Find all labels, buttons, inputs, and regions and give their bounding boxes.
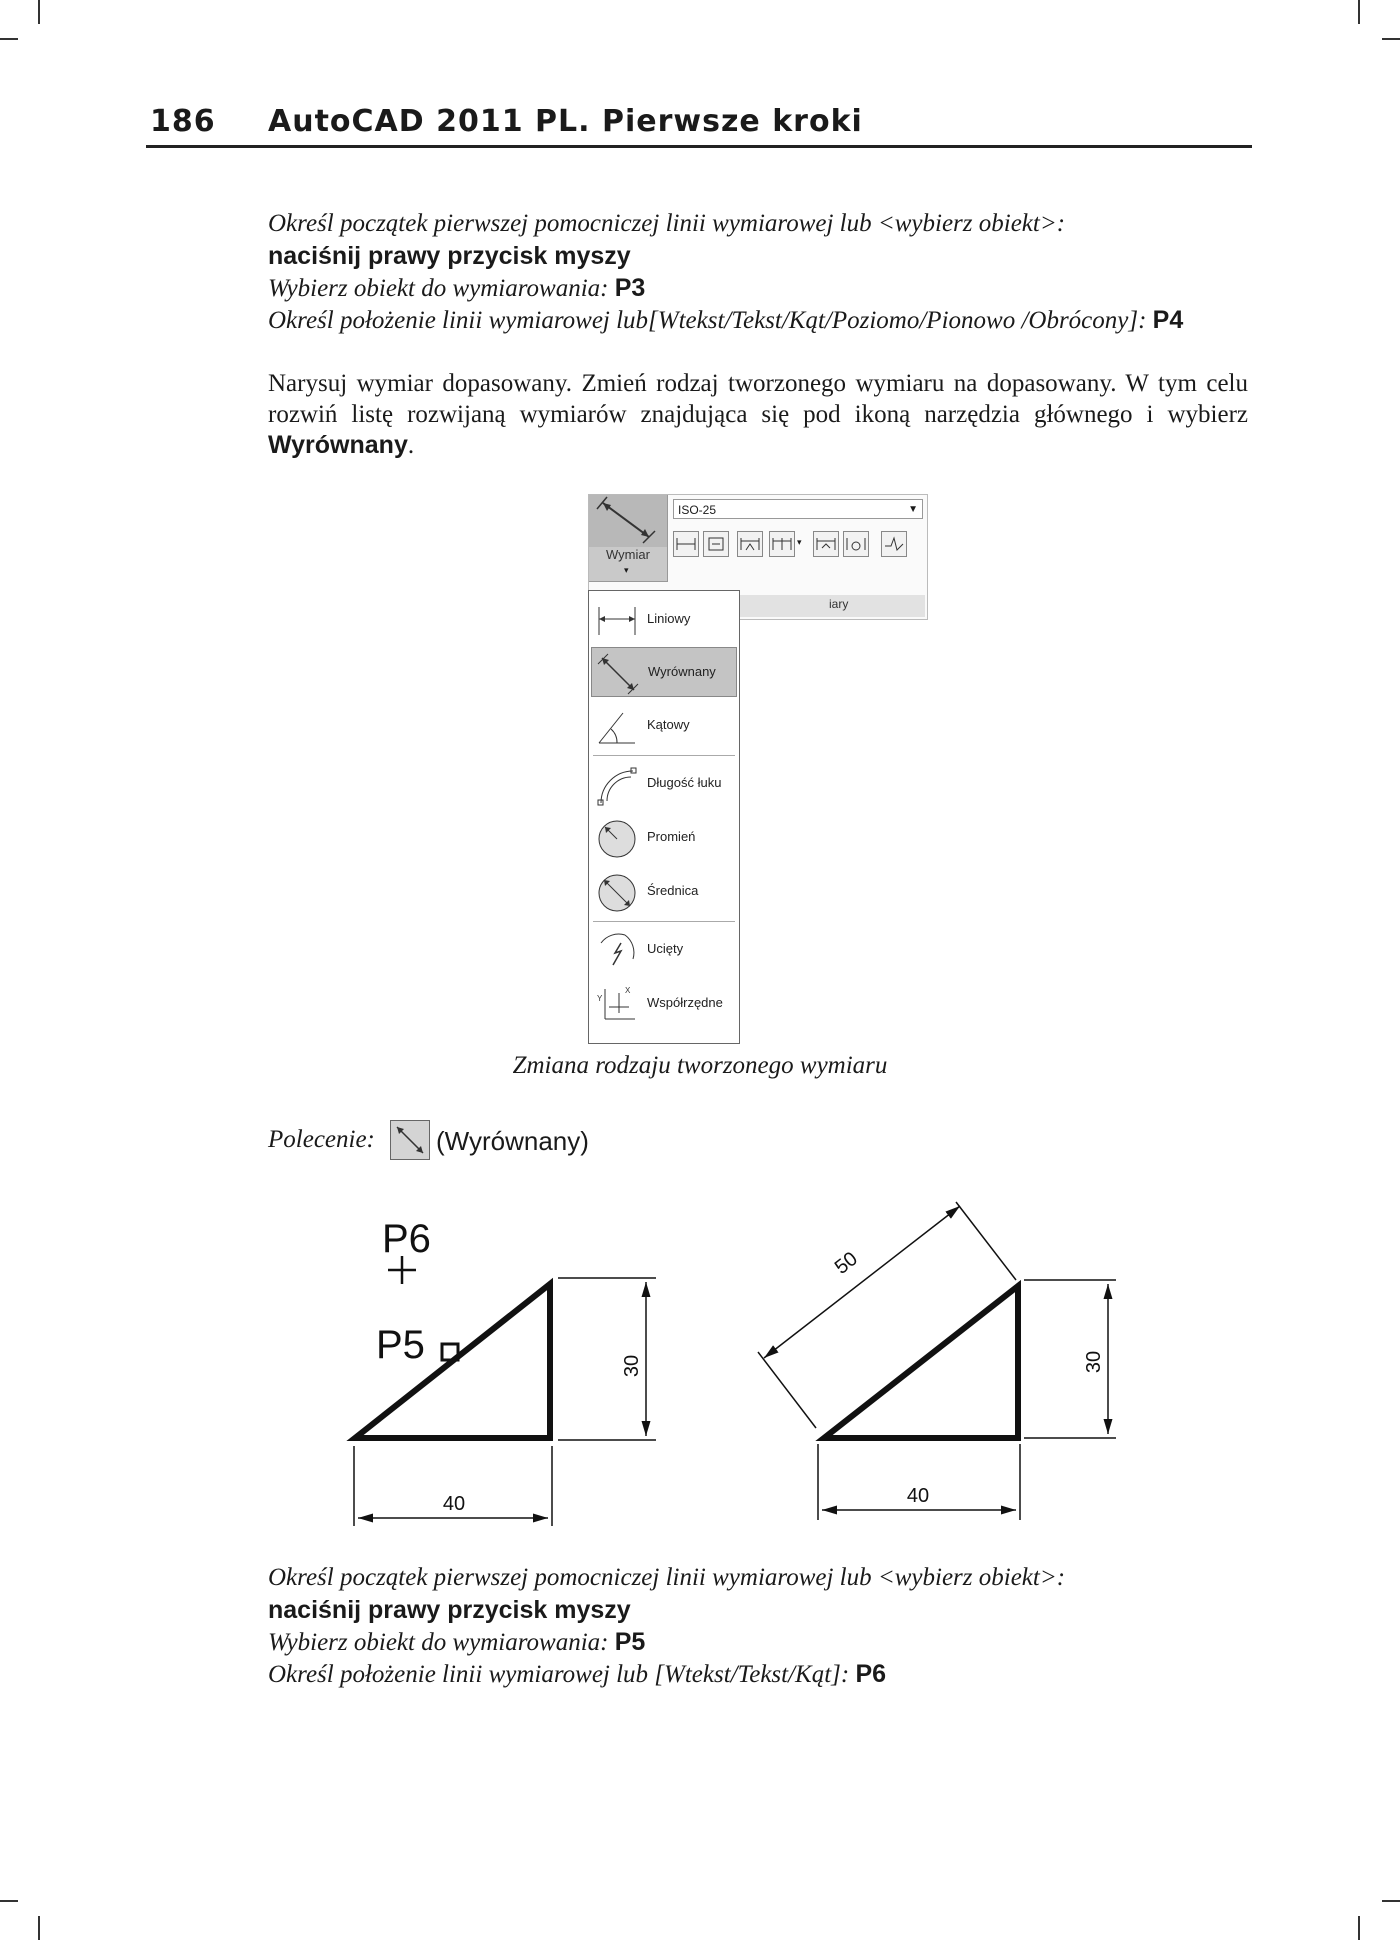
menu-item-ordinate[interactable] bbox=[591, 979, 737, 1029]
prompt-value: P4 bbox=[1152, 306, 1184, 334]
command-prefix: Polecenie: bbox=[268, 1126, 375, 1153]
menu-item-label: Ucięty bbox=[647, 941, 684, 956]
prompt-text: Wybierz obiekt do wymiarowania: bbox=[268, 1629, 609, 1656]
right-aligned-dim-text: 50 bbox=[830, 1247, 862, 1279]
crop-mark bbox=[1358, 1916, 1360, 1940]
menu-item-label: Promień bbox=[647, 829, 696, 844]
dimension-type-menu bbox=[588, 590, 740, 1044]
dimension-style-select[interactable] bbox=[673, 499, 923, 519]
right-figure bbox=[758, 1202, 1116, 1520]
diameter-icon bbox=[595, 871, 639, 915]
chevron-down-icon: ▾ bbox=[624, 565, 629, 575]
menu-separator bbox=[593, 921, 735, 922]
panel-title: iary bbox=[829, 597, 849, 611]
right-triangle bbox=[824, 1286, 1018, 1438]
center-mark-button[interactable] bbox=[703, 531, 729, 557]
figure-caption: Zmiana rodzaju tworzonego wymiaru bbox=[512, 1052, 888, 1079]
continue-dimension-icon bbox=[770, 532, 794, 556]
menu-item-label: Długość łuku bbox=[647, 775, 722, 790]
menu-item-linear[interactable] bbox=[591, 595, 737, 645]
page-header bbox=[146, 100, 1252, 148]
prompt-line bbox=[268, 304, 1183, 337]
dimension-drawing bbox=[340, 1180, 1140, 1540]
prompt-value: P5 bbox=[614, 1628, 646, 1656]
right-horizontal-dim-text: 40 bbox=[906, 1485, 930, 1507]
continue-dimension-button[interactable] bbox=[769, 531, 795, 557]
crop-mark bbox=[1382, 38, 1400, 40]
dimension-split-button[interactable] bbox=[589, 495, 668, 582]
menu-item-label: Wyrównany bbox=[648, 664, 716, 679]
inspect-button[interactable] bbox=[843, 531, 869, 557]
point-label-p6: P6 bbox=[382, 1217, 431, 1261]
angular-dimension-icon bbox=[595, 705, 639, 749]
left-horizontal-dim-text: 40 bbox=[442, 1493, 466, 1515]
menu-item-label: Kątowy bbox=[647, 717, 690, 732]
menu-item-label: Liniowy bbox=[647, 611, 691, 626]
menu-item-diameter[interactable] bbox=[591, 867, 737, 917]
paragraph-text: Narysuj wymiar dopasowany. Zmień rodzaj tworzonego wymiaru na dopasowany. W tym celu rozwiń listę rozwijaną wymiarów znajdująca się pod ikoną narzędzia głównego i wybierz bbox=[268, 370, 1248, 428]
paragraph-end: . bbox=[407, 432, 415, 459]
radius-icon bbox=[595, 817, 639, 861]
page-number: 186 bbox=[150, 104, 216, 139]
center-mark-icon bbox=[704, 532, 728, 556]
instruction-paragraph bbox=[268, 368, 1248, 461]
svg-text:Y: Y bbox=[597, 994, 603, 1003]
prompt-line: Określ początek pierwszej pomocniczej linii wymiarowej lub <wybierz obiekt>: bbox=[268, 1564, 1066, 1591]
crop-mark bbox=[0, 1900, 18, 1902]
menu-separator bbox=[593, 755, 735, 756]
dimension-style-value: ISO-25 bbox=[678, 503, 717, 517]
aligned-dimension-icon bbox=[596, 652, 640, 696]
tolerance-icon bbox=[674, 532, 698, 556]
tolerance-button[interactable] bbox=[673, 531, 699, 557]
left-vertical-dim-text: 30 bbox=[621, 1354, 643, 1378]
right-vertical-dim-text: 30 bbox=[1083, 1350, 1105, 1374]
jogged-icon bbox=[595, 929, 639, 973]
svg-text:X: X bbox=[625, 986, 631, 995]
menu-item-radius[interactable] bbox=[591, 813, 737, 863]
book-title: AutoCAD 2011 PL. Pierwsze kroki bbox=[268, 104, 863, 139]
prompt-text: Wybierz obiekt do wymiarowania: bbox=[268, 275, 609, 302]
crop-mark bbox=[38, 1916, 40, 1940]
menu-item-aligned[interactable] bbox=[591, 647, 737, 697]
linear-dimension-icon bbox=[595, 599, 639, 643]
aligned-dimension-icon bbox=[589, 495, 667, 547]
crop-mark bbox=[1382, 1900, 1400, 1902]
crop-mark bbox=[0, 38, 18, 40]
menu-item-angular[interactable] bbox=[591, 701, 737, 751]
adjust-space-icon bbox=[814, 532, 838, 556]
prompt-value: P6 bbox=[855, 1660, 887, 1688]
menu-item-label: Średnica bbox=[647, 883, 699, 898]
break-dimension-button[interactable] bbox=[737, 531, 763, 557]
prompt-text: Określ położenie linii wymiarowej lub[Wtekst/Tekst/Kąt/Poziomo/Pionowo /Obrócony]: bbox=[268, 307, 1147, 334]
header-rule bbox=[146, 145, 1252, 148]
menu-item-label: Współrzędne bbox=[647, 995, 723, 1010]
aligned-dimension-icon bbox=[390, 1120, 430, 1160]
action-line: naciśnij prawy przycisk myszy bbox=[268, 1596, 631, 1624]
dimension-button-label: Wymiar bbox=[606, 547, 650, 562]
jog-line-button[interactable] bbox=[881, 531, 907, 557]
crop-mark bbox=[38, 0, 40, 24]
prompt-line bbox=[268, 1626, 645, 1659]
prompt-value: P3 bbox=[614, 274, 646, 302]
jog-line-icon bbox=[882, 532, 906, 556]
arc-length-icon bbox=[595, 763, 639, 807]
left-figure bbox=[354, 1217, 656, 1526]
prompt-line bbox=[268, 1658, 886, 1691]
chevron-down-icon: ▾ bbox=[797, 537, 802, 547]
prompt-text: Określ położenie linii wymiarowej lub [Wtekst/Tekst/Kąt]: bbox=[268, 1661, 850, 1688]
inspect-icon bbox=[844, 532, 868, 556]
crop-mark bbox=[1358, 0, 1360, 24]
prompt-line bbox=[268, 272, 645, 305]
prompt-line: Określ początek pierwszej pomocniczej linii wymiarowej lub <wybierz obiekt>: bbox=[268, 210, 1066, 237]
point-label-p5: P5 bbox=[376, 1323, 425, 1367]
paragraph-bold: Wyrównany bbox=[268, 431, 408, 459]
ordinate-icon bbox=[595, 983, 639, 1027]
chevron-down-icon: ▼ bbox=[908, 504, 918, 515]
command-name: (Wyrównany) bbox=[436, 1126, 589, 1156]
menu-item-jogged[interactable] bbox=[591, 925, 737, 975]
adjust-space-button[interactable] bbox=[813, 531, 839, 557]
menu-item-arc-length[interactable] bbox=[591, 759, 737, 809]
break-dimension-icon bbox=[738, 532, 762, 556]
action-line: naciśnij prawy przycisk myszy bbox=[268, 242, 631, 270]
